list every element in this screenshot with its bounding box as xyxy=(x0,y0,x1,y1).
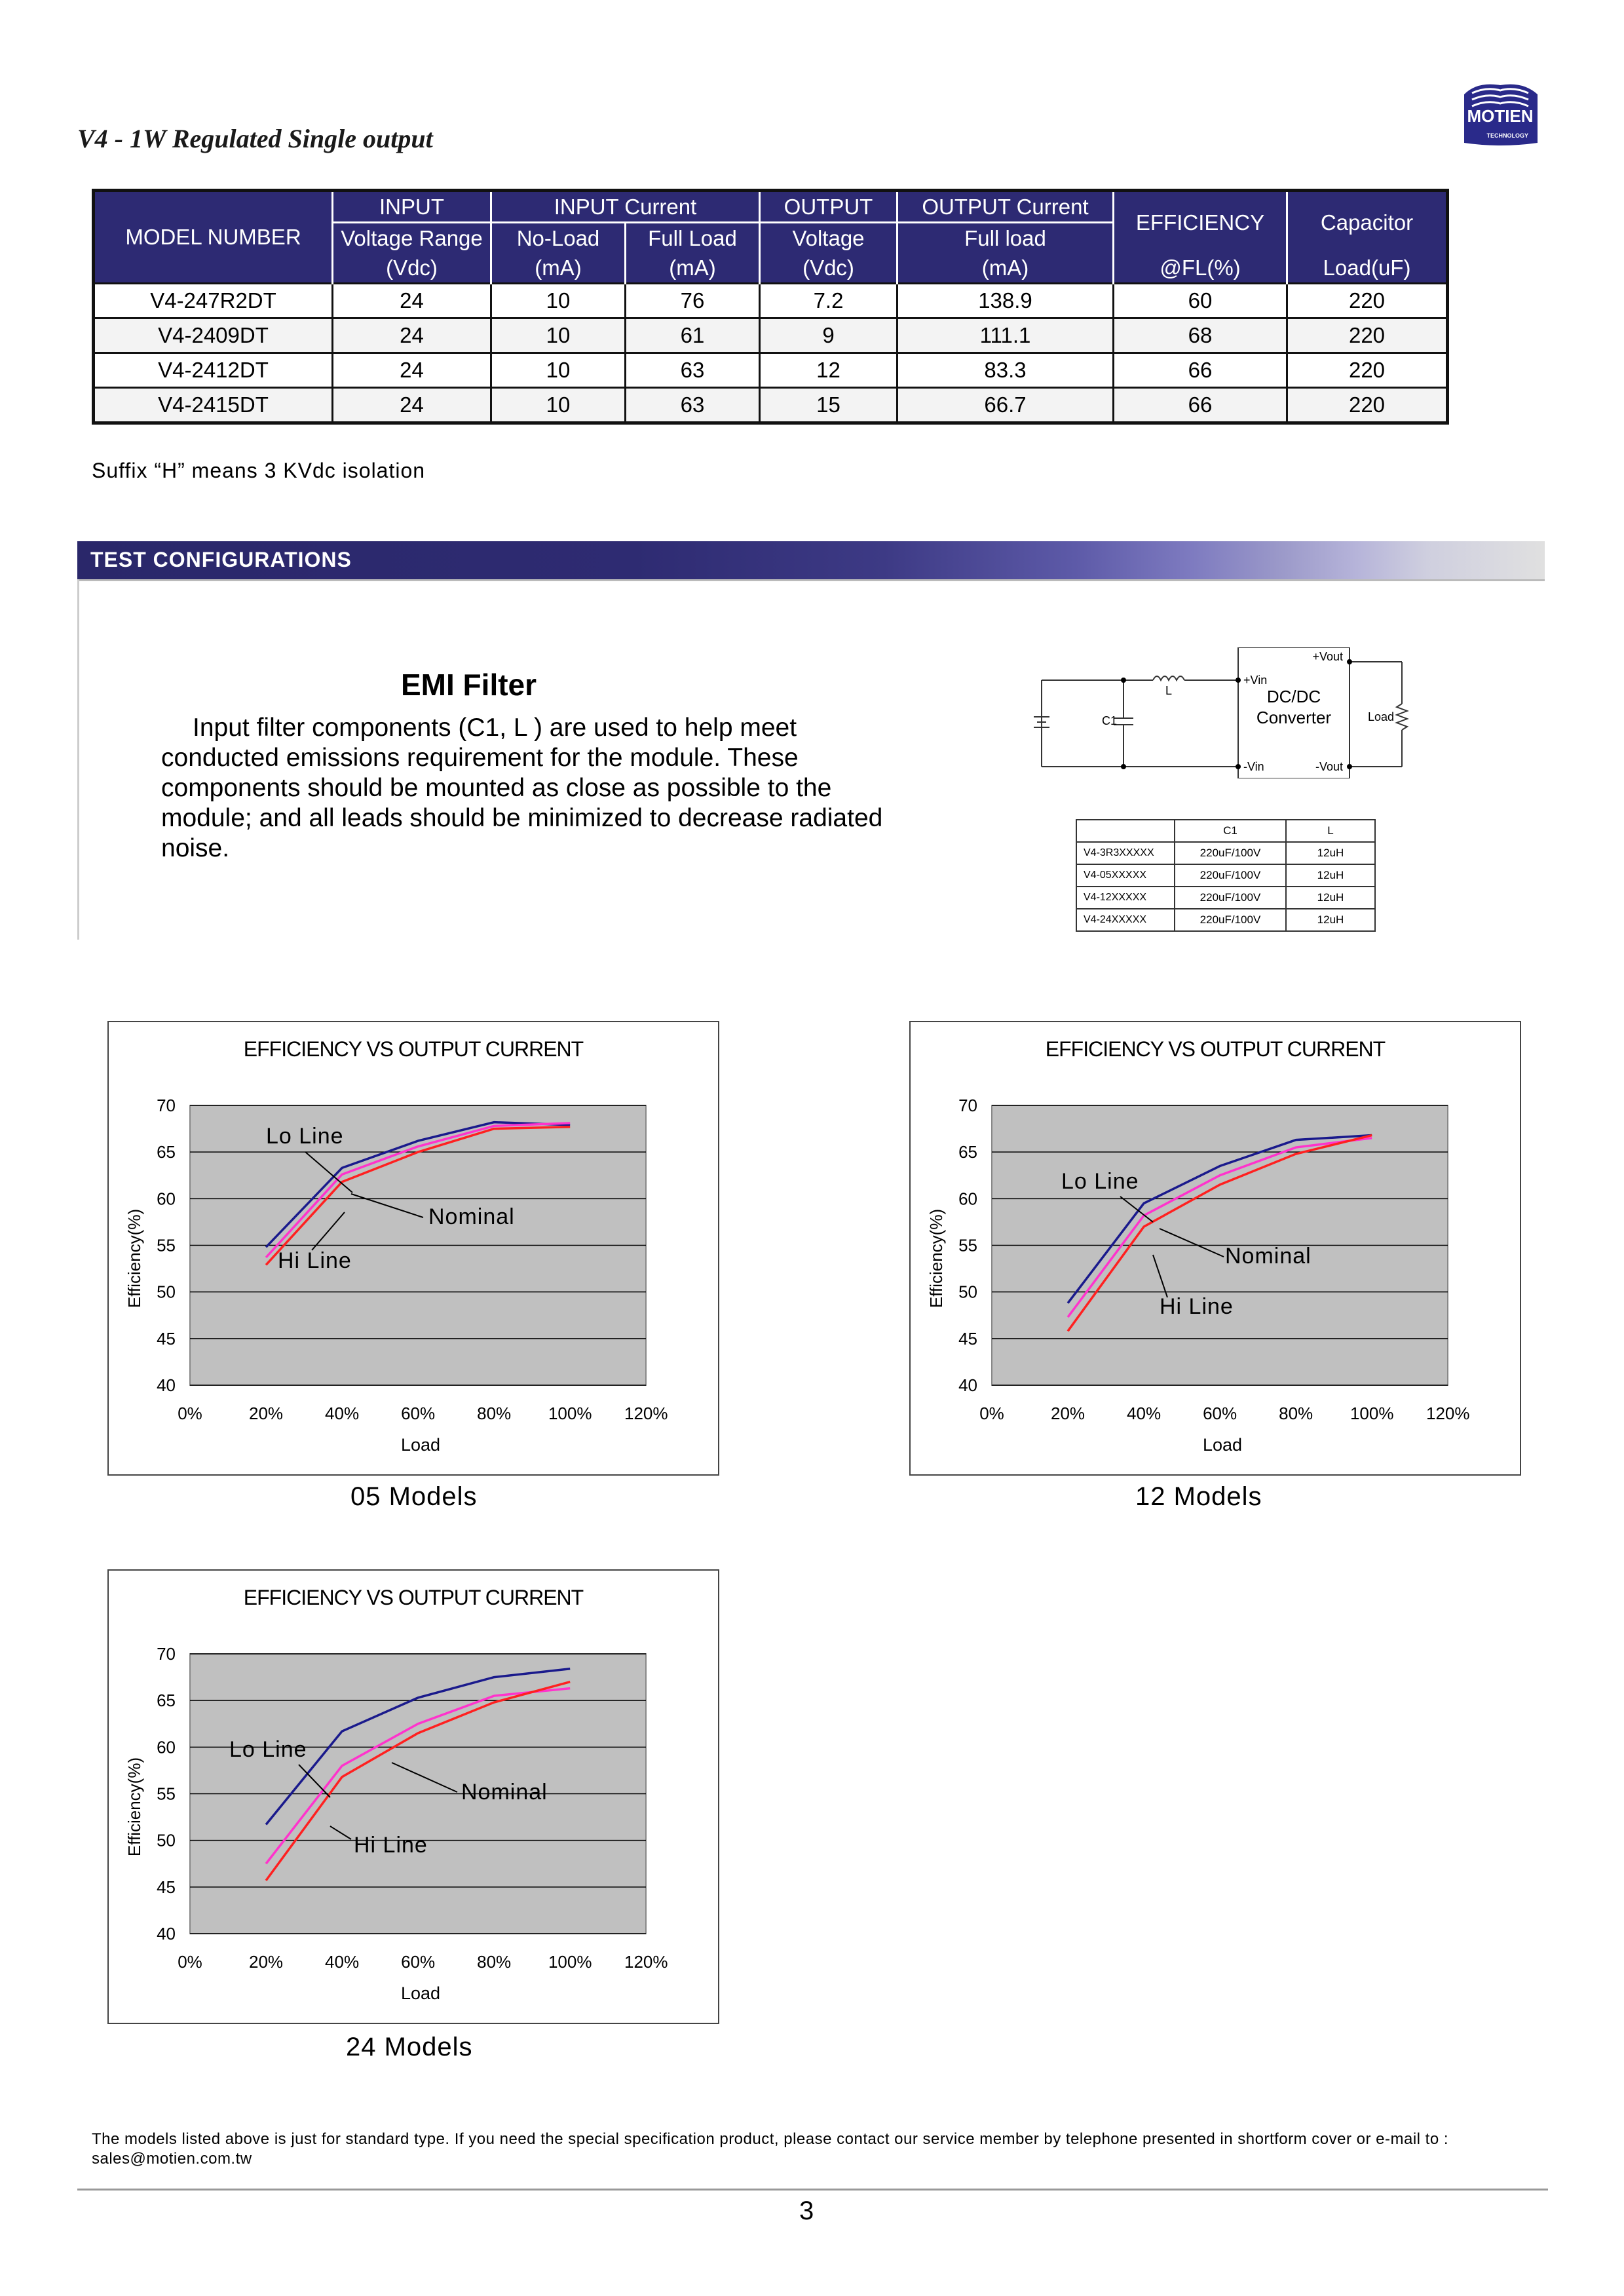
y-tick-label: 50 xyxy=(157,1830,176,1850)
chart-caption-05: 05 Models xyxy=(350,1482,478,1511)
efficiency-chart-12 xyxy=(909,1021,1521,1476)
y-tick-label: 45 xyxy=(958,1328,977,1349)
col-voltage-range: Voltage Range xyxy=(333,223,491,254)
col-group-output-current: OUTPUT Current xyxy=(897,191,1114,223)
table-header-row xyxy=(1076,820,1375,842)
x-tick-label: 120% xyxy=(624,1952,668,1972)
cell: 66 xyxy=(1114,353,1287,388)
emi-description xyxy=(161,713,915,864)
y-tick-label: 70 xyxy=(958,1096,977,1115)
cell: 220 xyxy=(1287,353,1448,388)
table-row xyxy=(1076,909,1375,931)
cell: 7.2 xyxy=(760,284,897,318)
y-tick-label: 65 xyxy=(958,1142,977,1162)
y-tick-label: 50 xyxy=(157,1282,176,1302)
motien-logo xyxy=(1458,80,1543,151)
cell: 220 xyxy=(1287,318,1448,353)
cell: 66 xyxy=(1114,388,1287,423)
logo-text: MOTIEN xyxy=(1467,106,1534,126)
x-tick-label: 0% xyxy=(178,1952,202,1972)
y-tick-label: 40 xyxy=(958,1375,977,1395)
col-model-number: MODEL NUMBER xyxy=(94,191,333,284)
y-tick-label: 50 xyxy=(958,1282,977,1302)
x-axis-label: Load xyxy=(1202,1435,1243,1455)
x-tick-label: 60% xyxy=(401,1404,436,1423)
y-axis-label: Efficiency(%) xyxy=(124,1208,144,1309)
x-axis-label: Load xyxy=(400,1983,441,2003)
y-tick-label: 60 xyxy=(958,1189,977,1209)
cell: 220uF/100V xyxy=(1175,909,1286,931)
divider xyxy=(77,579,79,940)
cell: 220uF/100V xyxy=(1175,887,1286,909)
y-tick-label: 55 xyxy=(157,1235,176,1255)
table-row xyxy=(94,388,1448,423)
cell: 60 xyxy=(1114,284,1287,318)
chart-title: EFFICIENCY VS OUTPUT CURRENT xyxy=(243,1586,584,1609)
cell: 111.1 xyxy=(897,318,1114,353)
table-row xyxy=(1076,887,1375,909)
y-tick-label: 60 xyxy=(157,1189,176,1209)
x-tick-label: 40% xyxy=(1127,1404,1161,1423)
vin-neg-label: -Vin xyxy=(1243,760,1264,773)
x-tick-label: 80% xyxy=(1279,1404,1313,1423)
cell: 138.9 xyxy=(897,284,1114,318)
cell-model: V4-2409DT xyxy=(94,318,333,353)
x-tick-label: 80% xyxy=(477,1404,512,1423)
annotation-nominal: Nominal xyxy=(428,1204,515,1229)
logo-subtext: TECHNOLOGY xyxy=(1486,132,1528,139)
cell: 10 xyxy=(491,388,626,423)
section-title: TEST CONFIGURATIONS xyxy=(90,548,352,571)
y-tick-label: 40 xyxy=(157,1375,176,1395)
cell: 220 xyxy=(1287,388,1448,423)
y-tick-label: 70 xyxy=(157,1644,176,1664)
y-tick-label: 55 xyxy=(958,1235,977,1255)
y-tick-label: 65 xyxy=(157,1691,176,1711)
x-tick-label: 0% xyxy=(178,1404,202,1423)
y-axis-label: Efficiency(%) xyxy=(926,1208,946,1309)
cell: 68 xyxy=(1114,318,1287,353)
section-banner xyxy=(77,541,1545,579)
y-axis-label: Efficiency(%) xyxy=(124,1757,144,1857)
cell: 10 xyxy=(491,353,626,388)
col-group-input: INPUT xyxy=(333,191,491,223)
divider xyxy=(77,2189,1548,2191)
x-tick-label: 40% xyxy=(325,1952,360,1972)
table-row xyxy=(1076,864,1375,887)
cell: C1 xyxy=(1175,820,1286,842)
component-table xyxy=(1076,819,1376,932)
table-row xyxy=(94,318,1448,353)
annotation-lo-line: Lo Line xyxy=(1061,1169,1139,1194)
cell: 12uH xyxy=(1286,842,1375,864)
x-tick-label: 60% xyxy=(401,1952,436,1972)
unit-vdc: (Vdc) xyxy=(760,253,897,284)
cell: 24 xyxy=(333,388,491,423)
cell: 12uH xyxy=(1286,909,1375,931)
unit-ma: (mA) xyxy=(626,253,760,284)
cell: 63 xyxy=(626,353,760,388)
chart-title: EFFICIENCY VS OUTPUT CURRENT xyxy=(1045,1037,1386,1061)
col-group-input-current: INPUT Current xyxy=(491,191,760,223)
chart-caption-24: 24 Models xyxy=(346,2033,473,2061)
cell: 66.7 xyxy=(897,388,1114,423)
document-title: V4 - 1W Regulated Single output xyxy=(77,124,433,153)
cell: 220uF/100V xyxy=(1175,842,1286,864)
chart-caption-12: 12 Models xyxy=(1135,1482,1262,1511)
x-tick-label: 20% xyxy=(249,1404,284,1423)
x-tick-label: 60% xyxy=(1203,1404,1237,1423)
x-tick-label: 120% xyxy=(624,1404,668,1423)
table-row xyxy=(1076,842,1375,864)
x-tick-label: 120% xyxy=(1426,1404,1470,1423)
annotation-hi-line: Hi Line xyxy=(278,1248,352,1273)
col-full-load: Full Load xyxy=(626,223,760,254)
cell: 63 xyxy=(626,388,760,423)
col-group-output: OUTPUT xyxy=(760,191,897,223)
x-tick-label: 100% xyxy=(548,1952,592,1972)
annotation-nominal: Nominal xyxy=(461,1780,548,1805)
annotation-hi-line: Hi Line xyxy=(354,1833,428,1858)
annotation-lo-line: Lo Line xyxy=(266,1124,344,1149)
efficiency-chart-05 xyxy=(107,1021,719,1476)
x-tick-label: 20% xyxy=(249,1952,284,1972)
x-tick-label: 20% xyxy=(1051,1404,1086,1423)
cell: L xyxy=(1286,820,1375,842)
x-axis-label: Load xyxy=(400,1435,441,1455)
cell: 76 xyxy=(626,284,760,318)
y-tick-label: 60 xyxy=(157,1737,176,1757)
x-tick-label: 0% xyxy=(979,1404,1004,1423)
vout-neg-label: -Vout xyxy=(1315,760,1343,773)
emi-filter-circuit xyxy=(1022,647,1415,778)
col-no-load: No-Load xyxy=(491,223,626,254)
page-number: 3 xyxy=(799,2196,814,2225)
unit-ma: (mA) xyxy=(491,253,626,284)
unit-vdc: (Vdc) xyxy=(333,253,491,284)
suffix-note: Suffix “H” means 3 KVdc isolation xyxy=(92,459,426,482)
cell: 220 xyxy=(1287,284,1448,318)
col-efficiency: EFFICIENCY xyxy=(1114,191,1287,254)
y-tick-label: 40 xyxy=(157,1924,176,1943)
cell: 10 xyxy=(491,284,626,318)
cell: 9 xyxy=(760,318,897,353)
cell-model: V4-247R2DT xyxy=(94,284,333,318)
emi-title: EMI Filter xyxy=(401,668,537,702)
cell xyxy=(1076,820,1175,842)
cell: 220uF/100V xyxy=(1175,864,1286,887)
y-tick-label: 70 xyxy=(157,1096,176,1115)
inductor-label: L xyxy=(1165,684,1173,697)
converter-label-line1: DC/DC xyxy=(1266,687,1321,706)
cell: 12uH xyxy=(1286,864,1375,887)
col-full-load-output: Full load xyxy=(897,223,1114,254)
spec-table xyxy=(92,189,1449,425)
y-tick-label: 55 xyxy=(157,1784,176,1804)
y-tick-label: 65 xyxy=(157,1142,176,1162)
cell: 15 xyxy=(760,388,897,423)
cell-model: V4-2412DT xyxy=(94,353,333,388)
cell-model: V4-05XXXXX xyxy=(1076,864,1175,887)
cell-model: V4-2415DT xyxy=(94,388,333,423)
efficiency-chart-24 xyxy=(107,1569,719,2024)
x-tick-label: 100% xyxy=(548,1404,592,1423)
cell: 61 xyxy=(626,318,760,353)
divider xyxy=(77,579,1545,581)
vin-pos-label: +Vin xyxy=(1243,674,1268,687)
col-voltage: Voltage xyxy=(760,223,897,254)
table-row xyxy=(94,284,1448,318)
annotation-nominal: Nominal xyxy=(1225,1244,1312,1269)
x-tick-label: 80% xyxy=(477,1952,512,1972)
cell: 24 xyxy=(333,353,491,388)
cell-model: V4-12XXXXX xyxy=(1076,887,1175,909)
capacitor-label: C1 xyxy=(1102,714,1118,727)
x-tick-label: 40% xyxy=(325,1404,360,1423)
table-row xyxy=(94,353,1448,388)
unit-efficiency: @FL(%) xyxy=(1114,253,1287,284)
cell: 12 xyxy=(760,353,897,388)
converter-label-line2: Converter xyxy=(1256,708,1332,727)
cell: 24 xyxy=(333,318,491,353)
cell: 10 xyxy=(491,318,626,353)
cell: 12uH xyxy=(1286,887,1375,909)
vout-pos-label: +Vout xyxy=(1312,650,1343,663)
cell-model: V4-3R3XXXXX xyxy=(1076,842,1175,864)
annotation-lo-line: Lo Line xyxy=(229,1737,307,1762)
annotation-hi-line: Hi Line xyxy=(1160,1294,1234,1319)
chart-title: EFFICIENCY VS OUTPUT CURRENT xyxy=(243,1037,584,1061)
y-tick-label: 45 xyxy=(157,1328,176,1349)
cell: 83.3 xyxy=(897,353,1114,388)
cell: 24 xyxy=(333,284,491,318)
y-tick-label: 45 xyxy=(157,1877,176,1897)
unit-ma: (mA) xyxy=(897,253,1114,284)
cell-model: V4-24XXXXX xyxy=(1076,909,1175,931)
load-label: Load xyxy=(1367,710,1394,723)
x-tick-label: 100% xyxy=(1350,1404,1394,1423)
footer-note: The models listed above is just for standard type. If you need the special specification product, please contact our service member by telephone presented in shortform cover or e-mail to : sales@motien.com.tw xyxy=(92,2130,1449,2168)
emi-paragraph: Input filter components (C1, L ) are used to help meet conducted emissions requirement for the module. These components should be mounted as close as possible to the module; and all leads should be minimized to decrease radiated noise. xyxy=(161,714,883,862)
unit-uf: Load(uF) xyxy=(1287,253,1448,284)
col-capacitor: Capacitor xyxy=(1287,191,1448,254)
